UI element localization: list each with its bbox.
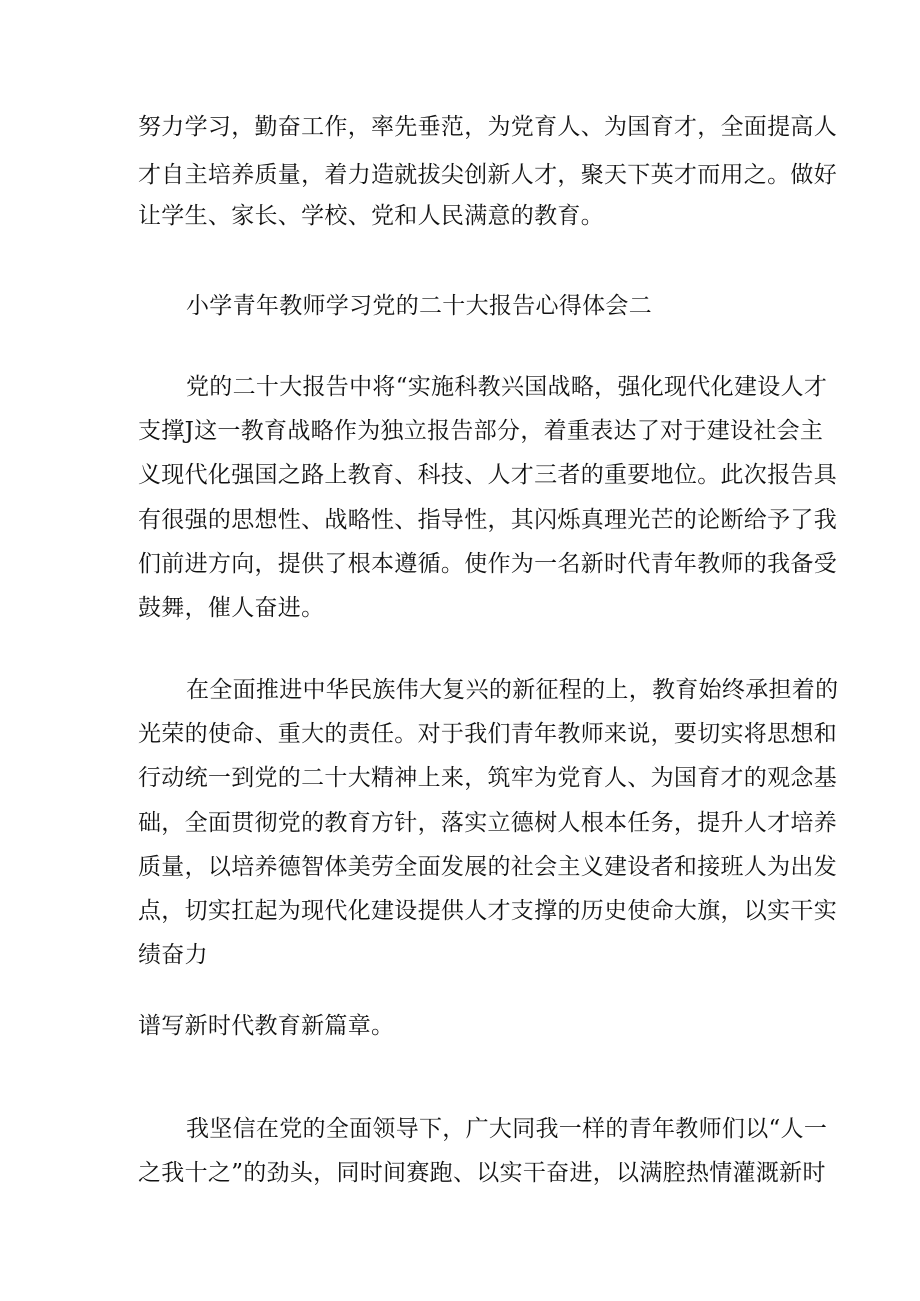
paragraph-line: 绩奋力 (138, 942, 208, 968)
paragraph-line: 鼓舞，催人奋进。 (138, 595, 325, 621)
paragraph-line: 义现代化强国之路上教育、科技、人才三者的重要地位。此次报告具 (138, 462, 837, 488)
paragraph-line: 有很强的思想性、战略性、指导性，其闪烁真理光芒的论断给予了我 (138, 507, 837, 533)
paragraph-line: 才自主培养质量，着力造就拔尖创新人才，聚天下英才而用之。做好 (138, 162, 837, 188)
paragraph-line: 行动统一到党的二十大精神上来，筑牢为党育人、为国育才的观念基 (138, 765, 837, 791)
paragraph-line: 质量，以培养德智体美劳全面发展的社会主义建设者和接班人为出发 (138, 854, 837, 880)
paragraph-line: 让学生、家长、学校、党和人民满意的教育。 (138, 203, 604, 229)
paragraph-line: 们前进方向，提供了根本遵循。使作为一名新时代青年教师的我备受 (138, 551, 837, 577)
paragraph-line: 谱写新时代教育新篇章。 (138, 1013, 395, 1039)
paragraph-line: 努力学习，勤奋工作，率先垂范，为党育人、为国育才，全面提高人 (138, 114, 837, 140)
paragraph-line: 我坚信在党的全面领导下，广大同我一样的青年教师们以“人一 (186, 1116, 828, 1142)
paragraph-line: 础，全面贯彻党的教育方针，落实立德树人根本任务，提升人才培养 (138, 810, 837, 836)
paragraph-line: 支撑J这一教育战略作为独立报告部分，着重表达了对于建设社会主 (138, 418, 824, 444)
section-heading: 小学青年教师学习党的二十大报告心得体会二 (186, 293, 652, 319)
paragraph-line: 之我十之”的劲头，同时间赛跑、以实干奋进，以满腔热情灌溉新时 (138, 1160, 826, 1186)
paragraph-line: 党的二十大报告中将“实施科教兴国战略，强化现代化建设人才 (186, 374, 828, 400)
paragraph-line: 光荣的使命、重大的责任。对于我们青年教师来说，要切实将思想和 (138, 721, 837, 747)
paragraph-line: 在全面推进中华民族伟大复兴的新征程的上，教育始终承担着的 (186, 677, 839, 703)
paragraph-line: 点，切实扛起为现代化建设提供人才支撑的历史使命大旗，以实干实 (138, 898, 837, 924)
